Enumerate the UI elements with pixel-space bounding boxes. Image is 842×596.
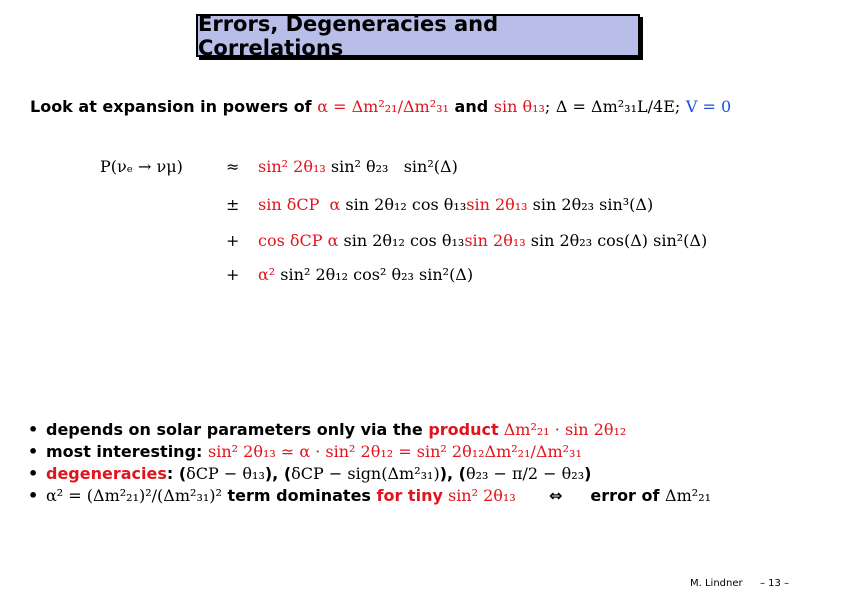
equation-operator: ± [226,195,240,214]
bullet-text: term dominates [221,486,377,505]
bullet-text: ), ( [264,464,292,483]
bullet-marker: • [28,486,39,505]
equation-term-part: sin 2θ₁₃ [466,195,528,214]
equation-term [258,265,473,284]
intro-and: and [454,97,489,116]
bullet-text: depends on solar parameters only via the [46,420,429,439]
intro-separator-2: ; [674,97,681,116]
bullet-item [28,441,711,463]
bullet-text: product [428,420,499,439]
bullet-marker: • [28,464,39,483]
bullet-text: Δm²₂₁ [665,486,712,505]
equation-lhs: P(νₑ → νμ) [100,157,183,176]
equation-operator: ≈ [226,157,240,176]
bullet-text: degeneracies [46,464,167,483]
bullet-text: ), ( [439,464,466,483]
bullet-text: δCP − sign(Δm²₃₁) [291,464,440,483]
intro-separator: ; [544,97,551,116]
equation-term-part: sin 2θ₁₃ [464,231,526,250]
footer-page-number: – 13 – [760,578,790,589]
slide-title: Errors, Degeneracies and Correlations [198,11,499,60]
bullet-item [28,419,711,441]
bullet-text: α² = (Δm²₂₁)²/(Δm²₃₁)² [46,486,222,505]
equation-term-part: sin 2θ₁₂ cos θ₁₃ [340,195,467,214]
equation-term-part: sin² 2θ₁₂ cos² θ₂₃ sin²(Δ) [275,265,474,284]
slide-title-box [196,11,640,60]
equation-term [258,157,458,176]
equation-term-part: sin 2θ₂₃ sin³(Δ) [527,195,654,214]
bullet-marker: • [28,420,39,439]
bullet-item [28,463,711,485]
equation-term-part: sin 2θ₂₃ cos(Δ) sin²(Δ) [525,231,708,250]
equation-term [258,231,707,250]
bullet-marker: • [28,442,39,461]
equation-term-part: sin² θ₂₃ sin²(Δ) [325,157,458,176]
bullet-text: : ( [166,464,187,483]
equation-term [258,195,653,214]
bullet-item [28,485,711,507]
bullet-text: sin² 2θ₁₃ [442,486,516,505]
bullet-text: ) [584,464,592,483]
equation-term-part: sin δCP α [258,195,341,214]
bullet-text: δCP − θ₁₃ [186,464,265,483]
bullet-list [28,419,711,507]
equation-operator: + [226,231,240,250]
bullet-text: ⇔ error of [515,486,666,505]
delta-definition: Δ = Δm²₃₁L/4E [555,97,675,116]
sin-theta13: sin θ₁₃ [493,97,545,116]
matter-potential-zero: V = 0 [685,97,732,116]
intro-line [30,97,731,116]
bullet-text: Δm²₂₁ · sin 2θ₁₂ [498,420,627,439]
footer-author: M. Lindner [690,578,743,589]
equation-term-part: sin² 2θ₁₃ [258,157,326,176]
intro-lead: Look at expansion in powers of [30,97,312,116]
equation-term-part: sin 2θ₁₂ cos θ₁₃ [338,231,465,250]
bullet-text: for tiny [376,486,443,505]
equation-term-part: cos δCP α [258,231,339,250]
bullet-text: most interesting: [46,442,208,461]
bullet-text: sin² 2θ₁₃ ≃ α · sin² 2θ₁₂ = sin² 2θ₁₂Δm²₂₁/Δm²₃₁ [208,442,582,461]
alpha-definition: α = Δm²₂₁/Δm²₃₁ [317,97,449,116]
equation-term-part: α² [258,265,276,284]
equation-operator: + [226,265,240,284]
bullet-text: θ₂₃ − π/2 − θ₂₃ [465,464,585,483]
